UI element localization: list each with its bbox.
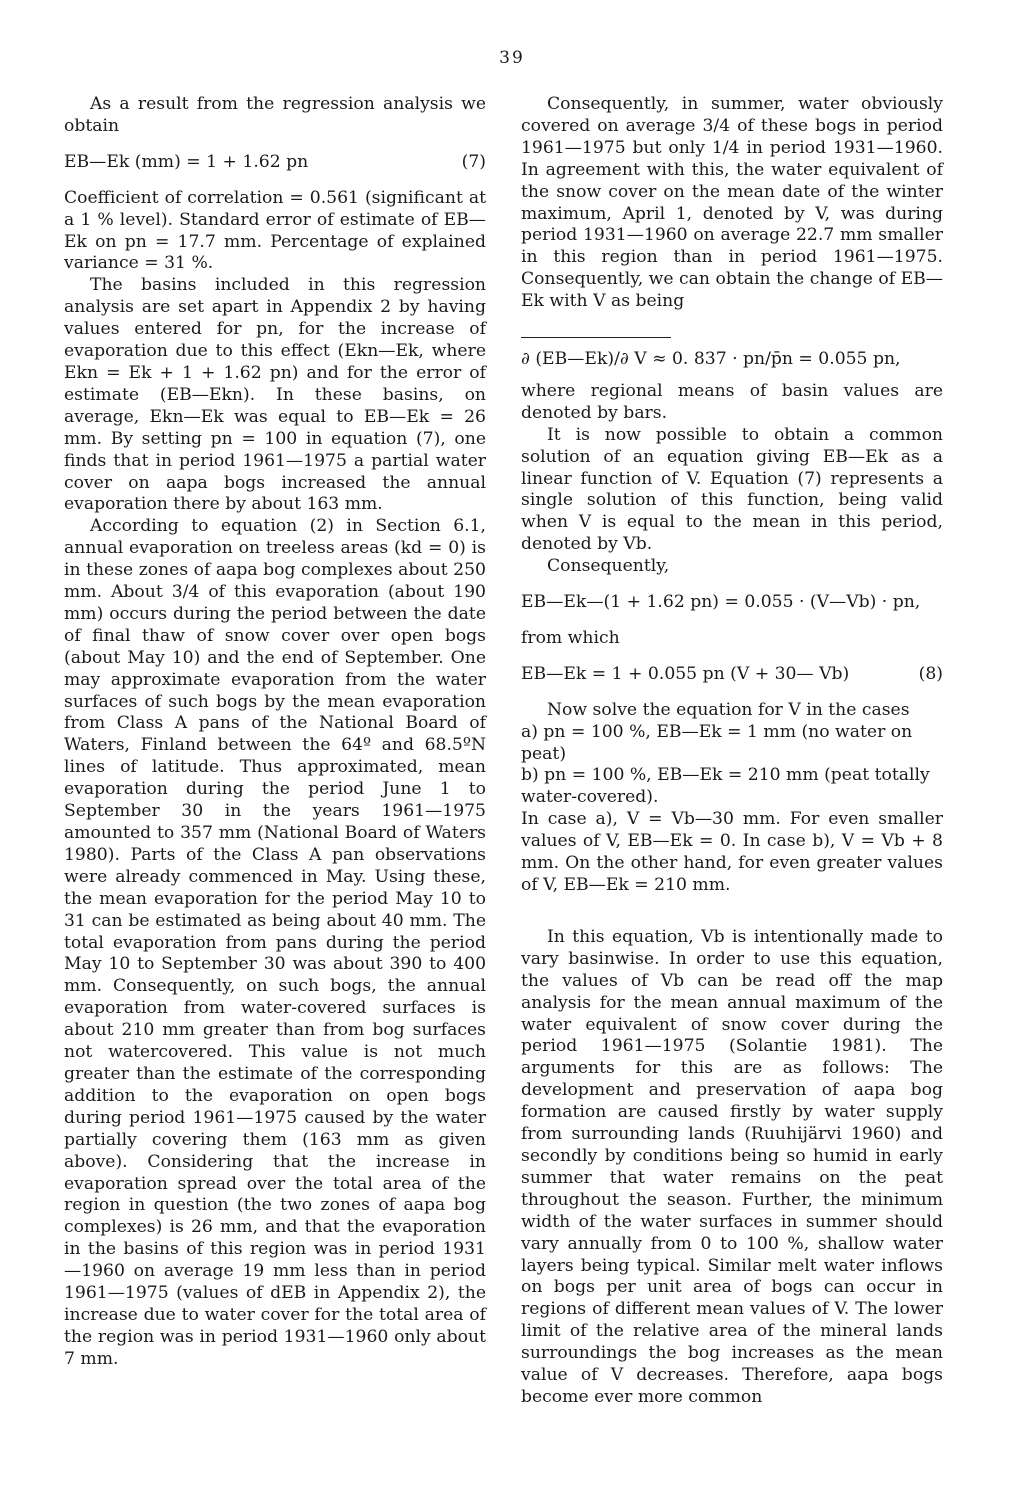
common-solution-paragraph: It is now possible to obtain a common solution of an equation giving EB—Ek as a linear function of V. Equation (7) represents a single solution of this function, being valid when V is equal to the mean in this period, denoted by Vb.	[521, 424, 943, 555]
statistics-paragraph: Coefficient of correlation = 0.561 (significant at a 1 % level). Standard error of estimate of EB—Ek on pn = 17.7 mm. Percentage of explained variance = 31 %.	[64, 187, 486, 274]
in-case-paragraph: In case a), V = Vb—30 mm. For even smaller values of V, EB—Ek = 0. In case b), V = Vb + 8 mm. On the other hand, for even greater values of V, EB—Ek = 210 mm.	[521, 809, 943, 895]
equation-7-number: (7)	[461, 151, 486, 172]
fraction-bar	[521, 337, 671, 342]
equation-7	[64, 152, 486, 174]
intro-paragraph: As a result from the regression analysis we obtain	[64, 94, 486, 136]
equation-8	[521, 664, 943, 686]
vb-paragraph: In this equation, Vb is intentionally made to vary basinwise. In order to use this equation, the values of Vb can be read off the map analysis for the mean annual maximum of the water equivalent of snow cover during the period 1961—1975 (Solantie 1981). The arguments for this are as follows: The development and preservation of aapa bog formation are caused firstly by water supply from surrounding lands (Ruuhijärvi 1960) and secondly by conditions being so humid in early summer that water remains on the peat throughout the season. Further, the minimum width of the water surfaces in summer should vary annually from 0 to 100 %, shallow water layers being typical. Similar melt water inflows on bogs per unit area of bogs can occur in regions of different mean values of V. The lower limit of the relative area of the mineral lands surroundings the bog increases as the mean value of V decreases. Therefore, aapa bogs become ever more common	[521, 926, 943, 1407]
equation-mid-text: EB—Ek—(1 + 1.62 pn) = 0.055 · (V—Vb) · pn,	[521, 592, 921, 613]
right-column	[521, 94, 943, 1409]
equation-7-text: EB—Ek (mm) = 1 + 1.62 pn	[64, 151, 309, 172]
equation-mid	[521, 592, 943, 614]
now-solve-line: Now solve the equation for V in the cases	[547, 699, 910, 720]
case-a: a) pn = 100 %, EB—Ek = 1 mm (no water on peat)	[521, 721, 913, 764]
equation-8-text: EB—Ek = 1 + 0.055 pn (V + 30— Vb)	[521, 663, 850, 684]
partial-equation-block	[521, 327, 943, 371]
equation-8-number: (8)	[918, 663, 943, 684]
case-b-continuation: water-covered).	[521, 787, 659, 808]
regional-means-paragraph: where regional means of basin values are denoted by bars.	[521, 380, 943, 423]
page-number: 39	[499, 48, 525, 68]
left-column	[64, 94, 486, 1371]
basins-paragraph: The basins included in this regression analysis are set apart in Appendix 2 by having values entered for pn, for the increase of evaporation due to this effect (Ekn—Ek, where Ekn = Ek + 1 + 1.62 pn) and for the error of estimate (EB—Ekn). In these basins, on average, Ekn—Ek was equal to EB—Ek = 26 mm. By setting pn = 100 in equation (7), one finds that in period 1961—1975 a partial water cover on aapa bogs increased the annual evaporation there by about 163 mm.	[64, 275, 486, 515]
partial-equation: ∂ (EB—Ek)/∂ V ≈ 0. 837 · pn/p̄n = 0.055 pn,	[521, 348, 901, 369]
case-b: b) pn = 100 %, EB—Ek = 210 mm (peat totally	[521, 765, 930, 786]
paragraph-gap	[521, 897, 943, 927]
evaporation-paragraph: According to equation (2) in Section 6.1, annual evaporation on treeless areas (kd = 0) is in these zones of aapa bog complexes about 250 mm. About 3/4 of this evaporation (about 190 mm) occurs during the period between the date of final thaw of snow cover over open bogs (about May 10) and the end of September. One may approximate evaporation from the water surfaces of such bogs by the mean evaporation from Class A pans of the National Board of Waters, Finland between the 64º and 68.5ºN lines of latitude. Thus approximated, mean evaporation during the period June 1 to September 30 in the years 1961—1975 amounted to 357 mm (National Board of Waters 1980). Parts of the Class A pan observations were already commenced in May. Using these, the mean evaporation for the period May 10 to 31 can be estimated as being about 40 mm. The total evaporation from pans during the period May 10 to September 30 was about 390 to 400 mm. Consequently, on such bogs, the annual evaporation from water-covered surfaces is about 210 mm greater than from bog surfaces not watercovered. This value is not much greater than the estimate of the corresponding addition to the evaporation on open bogs during period 1961—1975 caused by the water partially covering them (163 mm as given above). Considering that the increase in evaporation spread over the total area of the region in question (the two zones of aapa bog complexes) is 26 mm, and that the evaporation in the basins of this region was in period 1931—1960 on average 19 mm less than in period 1961—1975 (values of dEB in Appendix 2), the increase due to water cover for the total area of the region was in period 1931—1960 only about 7 mm.	[64, 516, 486, 1369]
consequently-line: Consequently,	[547, 556, 670, 577]
from-which-line: from which	[521, 627, 620, 648]
summer-paragraph: Consequently, in summer, water obviously covered on average 3/4 of these bogs in period 1961—1975 but only 1/4 in period 1931—1960. In agreement with this, the water equivalent of the snow cover on the mean date of the winter maximum, April 1, denoted by V, was during period 1931—1960 on average 22.7 mm smaller in this region than in period 1961—1975. Consequently, we can obtain the change of EB—Ek with V as being	[521, 94, 943, 312]
